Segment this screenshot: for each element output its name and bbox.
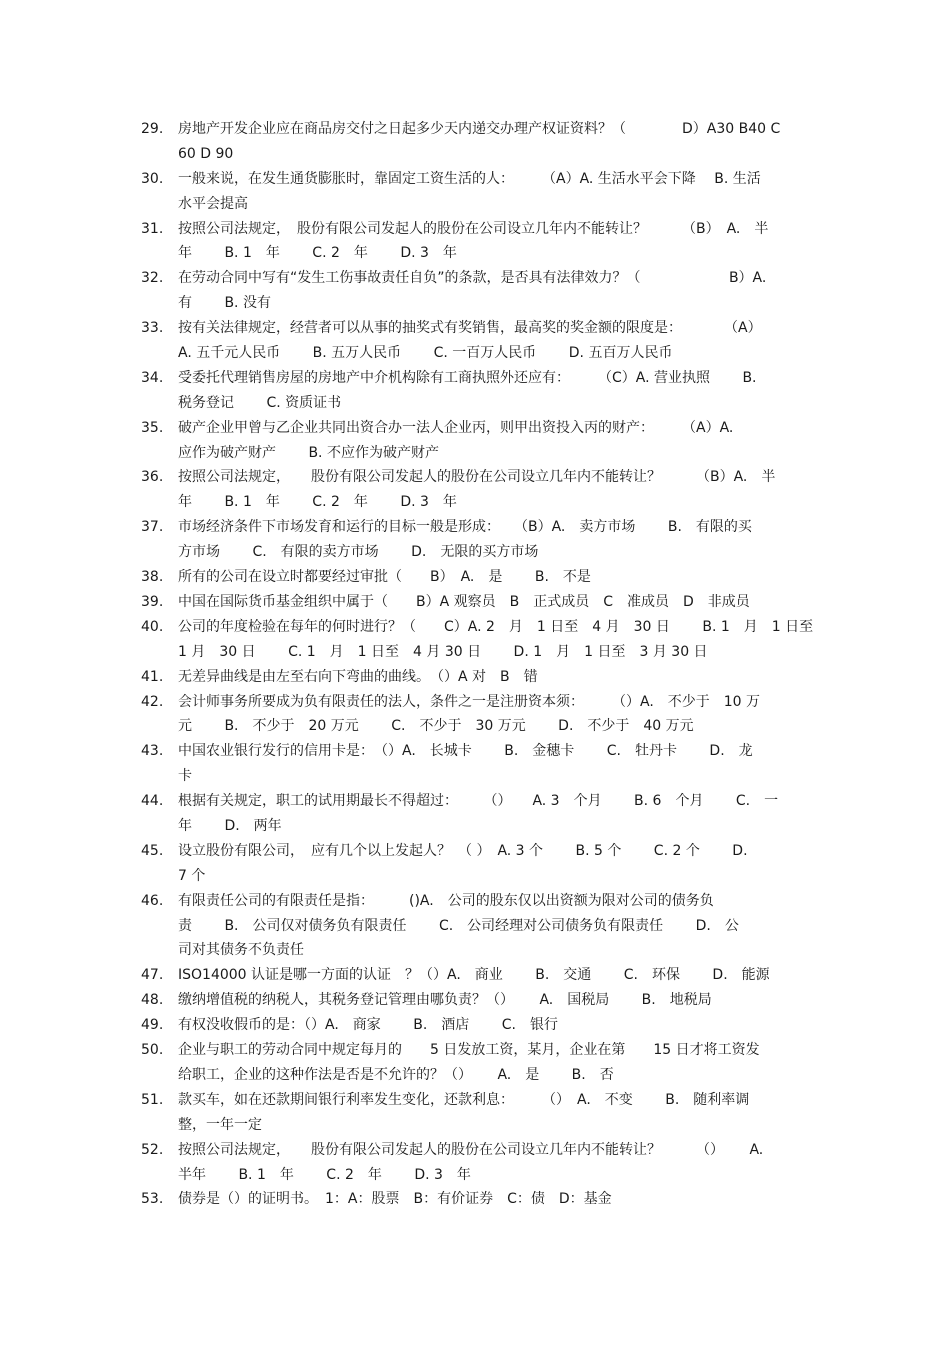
question-line: 受委托代理销售房屋的房地产中介机构除有工商执照外还应有： （C）A. 营业执照 B. [178,369,757,386]
question-line: 7 个 [178,867,206,884]
question-number: 35. [141,419,164,436]
question-number: 40. [141,618,164,635]
question-item [141,1038,813,1088]
question-item [141,665,813,690]
question-text [178,117,813,167]
question-item [141,789,813,839]
question-item [141,217,813,267]
question-item [141,839,813,889]
question-number: 36. [141,469,164,486]
question-line: 责 B. 公司仅对债务负有限责任 C. 公司经理对公司债务负有限责任 D. 公 [178,917,739,934]
question-text [178,988,813,1013]
question-item [141,1088,813,1138]
question-number: 41. [141,668,164,685]
question-number: 52. [141,1141,164,1158]
question-number: 43. [141,743,164,760]
question-item [141,1013,813,1038]
question-line: 设立股份有限公司， 应有几个以上发起人？ （ ） A. 3 个 B. 5 个 C. 2 个 D. [178,842,748,859]
question-item [141,316,813,366]
question-line: 方市场 C. 有限的卖方市场 D. 无限的买方市场 [178,544,539,561]
question-text [178,1088,813,1138]
question-line: 1 月 30 日 C. 1 月 1 日至 4 月 30 日 D. 1 月 1 日至 3 月 30 日 [178,643,708,660]
question-line: 应作为破产财产 B. 不应作为破产财产 [178,444,439,461]
question-line: A. 五千元人民币 B. 五万人民币 C. 一百万人民币 D. 五百万人民币 [178,345,673,362]
question-item [141,266,813,316]
question-number: 48. [141,992,164,1009]
question-number: 38. [141,569,164,586]
question-line: 企业与职工的劳动合同中规定每月的 5 日发放工资，某月，企业在第 15 日才将工资发 [178,1042,760,1059]
question-text [178,565,813,590]
question-text [178,416,813,466]
question-line: 税务登记 C. 资质证书 [178,394,342,411]
question-item [141,988,813,1013]
question-line: 破产企业甲曾与乙企业共同出资合办一法人企业丙，则甲出资投入丙的财产： （A）A. [178,419,734,436]
question-line: 司对其债务不负责任 [178,942,304,959]
question-line: 中国在国际货币基金组织中属于（ B）A 观察员 B 正式成员 C 准成员 D 非成员 [178,593,750,610]
question-line: 年 B. 1 年 C. 2 年 D. 3 年 [178,245,457,262]
question-text [178,316,813,366]
question-number: 49. [141,1017,164,1034]
question-item [141,615,813,665]
question-number: 33. [141,320,164,337]
question-text [178,789,813,839]
question-line: 款买车，如在还款期间银行利率发生变化，还款利息： （） A. 不变 B. 随利率调 [178,1091,750,1108]
question-number: 51. [141,1091,164,1108]
question-item [141,1187,813,1212]
question-line: 缴纳增值税的纳税人，其税务登记管理由哪负责？（） A. 国税局 B. 地税局 [178,992,712,1009]
question-line: 有 B. 没有 [178,295,271,312]
question-line: 公司的年度检验在每年的何时进行？（ C）A. 2 月 1 日至 4 月 30 日 B. 1 月 1 日至 [178,618,814,635]
question-line: 会计师事务所要成为负有限责任的法人，条件之一是注册资本须： （）A. 不少于 10 万 [178,693,761,710]
question-number: 37. [141,519,164,536]
question-line: 元 B. 不少于 20 万元 C. 不少于 30 万元 D. 不少于 40 万元 [178,718,694,735]
question-line: 按照公司法规定， 股份有限公司发起人的股份在公司设立几年内不能转让？ （） A. [178,1141,764,1158]
question-number: 32. [141,270,164,287]
question-number: 34. [141,369,164,386]
question-number: 45. [141,842,164,859]
question-item [141,117,813,167]
question-text [178,739,813,789]
question-line: 无差异曲线是由左至右向下弯曲的曲线。 （）A 对 B 错 [178,668,538,685]
question-text [178,889,813,964]
question-number: 47. [141,967,164,984]
question-number: 39. [141,593,164,610]
question-number: 46. [141,892,164,909]
question-list [141,117,813,1212]
question-item [141,565,813,590]
question-line: 半年 B. 1 年 C. 2 年 D. 3 年 [178,1166,471,1183]
question-line: 年 D. 两年 [178,817,282,834]
question-text [178,167,813,217]
question-text [178,266,813,316]
question-line: 按照公司法规定， 股份有限公司发起人的股份在公司设立几年内不能转让？ （B）A. 半 [178,469,776,486]
question-line: 按有关法律规定，经营者可以从事的抽奖式有奖销售，最高奖的奖金额的限度是： （A） [178,320,762,337]
question-item [141,1138,813,1188]
question-text [178,1013,813,1038]
question-item [141,739,813,789]
question-text [178,465,813,515]
question-item [141,515,813,565]
question-text [178,665,813,690]
question-line: 中国农业银行发行的信用卡是： （）A. 长城卡 B. 金穗卡 C. 牡丹卡 D. 龙 [178,743,753,760]
question-item [141,690,813,740]
question-number: 30. [141,170,164,187]
question-line: 给职工，企业的这种作法是否是不允许的？（） A. 是 B. 否 [178,1066,614,1083]
question-number: 42. [141,693,164,710]
question-text [178,1038,813,1088]
question-item [141,167,813,217]
question-line: 一般来说，在发生通货膨胀时，靠固定工资生活的人： （A）A. 生活水平会下降 B. 生活 [178,170,761,187]
question-line: 水平会提高 [178,195,248,212]
question-item [141,590,813,615]
question-number: 31. [141,220,164,237]
question-number: 44. [141,793,164,810]
question-line: 市场经济条件下市场发育和运行的目标一般是形成： （B）A. 卖方市场 B. 有限的买 [178,519,752,536]
question-line: 有限责任公司的有限责任是指： ()A. 公司的股东仅以出资额为限对公司的债务负 [178,892,714,909]
question-item [141,465,813,515]
question-number: 53. [141,1191,164,1208]
question-text [178,590,813,615]
question-item [141,963,813,988]
question-number: 50. [141,1042,164,1059]
question-line: 房地产开发企业应在商品房交付之日起多少天内递交办理产权证资料？（ D）A30 B40 C [178,121,781,137]
question-line: 年 B. 1 年 C. 2 年 D. 3 年 [178,494,457,511]
question-text [178,839,813,889]
question-line: 根据有关规定，职工的试用期最长不得超过： （） A. 3 个月 B. 6 个月 C. 一 [178,793,779,810]
question-line: 按照公司法规定， 股份有限公司发起人的股份在公司设立几年内不能转让？ （B） A. 半 [178,220,769,237]
question-text [178,1187,813,1212]
question-text [178,217,813,267]
question-line: 债券是（）的证明书。 1：A：股票 B：有价证券 C：债 D：基金 [178,1191,612,1208]
question-text [178,1138,813,1188]
question-text [178,366,813,416]
question-line: 卡 [178,768,192,785]
question-number: 29. [141,121,164,137]
question-line: 在劳动合同中写有“发生工伤事故责任自负”的条款，是否具有法律效力？（ B）A. [178,270,767,287]
question-item [141,416,813,466]
question-text [178,690,813,740]
question-text [178,963,813,988]
question-line: 60 D 90 [178,145,234,162]
question-text [178,515,813,565]
question-line: 所有的公司在设立时都要经过审批（ B） A. 是 B. 不是 [178,569,591,586]
question-line: ISO14000 认证是哪一方面的认证 ？（）A. 商业 B. 交通 C. 环保 D. 能源 [178,967,770,984]
question-item [141,366,813,416]
question-line: 整，一年一定 [178,1116,262,1133]
question-item [141,889,813,964]
question-line: 有权没收假币的是：（）A. 商家 B. 酒店 C. 银行 [178,1017,558,1034]
question-text [178,615,813,665]
